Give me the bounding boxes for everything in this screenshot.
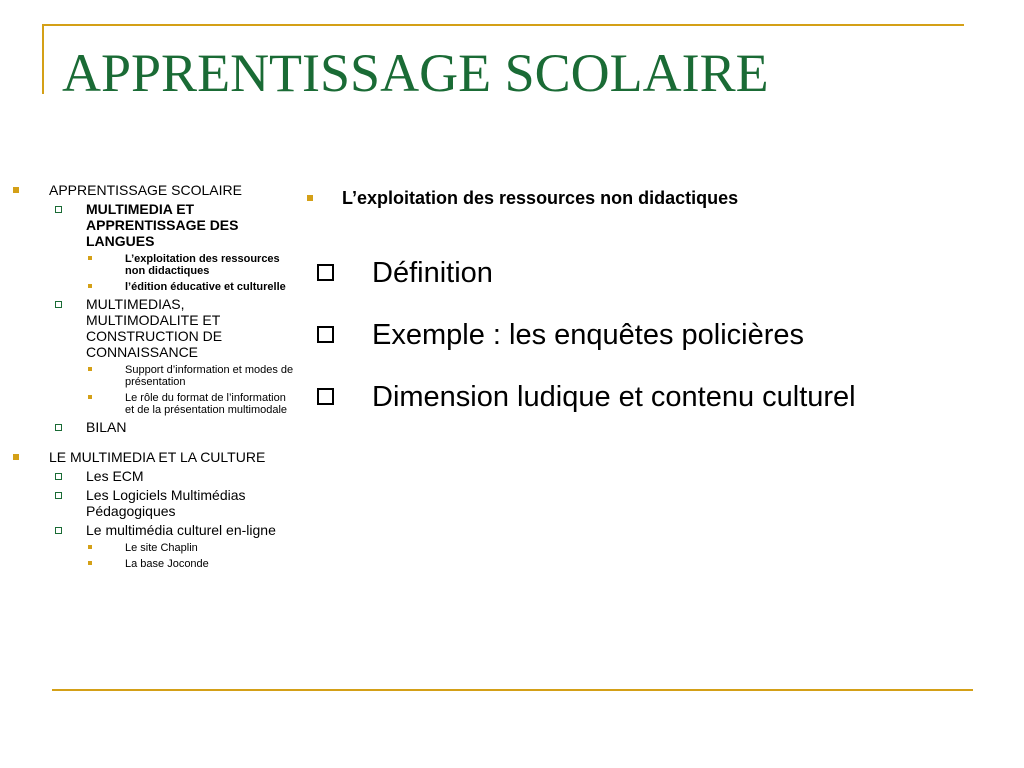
outline-subitem-multimedia-langues[interactable]	[49, 201, 295, 293]
outline-item-label: LE MULTIMEDIA ET LA CULTURE	[49, 449, 266, 465]
checkbox-bullet-icon	[55, 301, 62, 308]
frame-left-line	[42, 24, 44, 94]
outline-subitem-label: Les ECM	[86, 468, 144, 484]
checkbox-bullet-icon	[55, 527, 62, 534]
bullet-square-icon	[88, 367, 92, 371]
outline-subsubitem-label: Le rôle du format de l’information et de la présentation multimodale	[125, 392, 288, 416]
outline-subsubitem-label: l’édition éducative et culturelle	[125, 281, 286, 293]
frame-top-line	[43, 24, 964, 26]
main-point-text: Exemple : les enquêtes policières	[372, 319, 805, 351]
bullet-square-icon	[13, 187, 19, 193]
checkbox-bullet-icon	[55, 206, 62, 213]
outline-subitem-bilan[interactable]	[49, 419, 295, 435]
main-point-text: Dimension ludique et contenu culturel	[372, 381, 856, 413]
checkbox-square-icon	[317, 264, 334, 281]
outline-subsubitem-support[interactable]	[86, 364, 295, 388]
outline-subsubitem-joconde[interactable]	[86, 558, 295, 570]
outline-item-apprentissage-scolaire[interactable]	[10, 182, 295, 435]
bullet-square-icon	[88, 395, 92, 399]
outline-item-label: APPRENTISSAGE SCOLAIRE	[49, 182, 242, 198]
checkbox-bullet-icon	[55, 492, 62, 499]
outline-subsubitem-exploitation[interactable]	[86, 253, 295, 277]
outline-subitem-label: Les Logiciels Multimédias Pédagogiques	[86, 487, 246, 519]
outline-subitem-ecm[interactable]	[49, 468, 295, 484]
outline-subsubitem-label: L’exploitation des ressources non didactiques	[125, 253, 280, 277]
main-heading-text: L’exploitation des ressources non didactiques	[342, 188, 739, 208]
main-points-list	[315, 254, 1005, 440]
main-heading	[305, 186, 1024, 210]
checkbox-square-icon	[317, 388, 334, 405]
outline-subitem-multimodalite[interactable]	[49, 296, 295, 416]
main-point-text: Définition	[372, 257, 493, 289]
bullet-square-icon	[88, 561, 92, 565]
outline-item-multimedia-culture[interactable]	[10, 449, 295, 570]
bullet-square-icon	[307, 195, 313, 201]
outline-subitem-logiciels[interactable]	[49, 487, 295, 519]
slide-title: APPRENTISSAGE SCOLAIRE	[62, 43, 769, 103]
bullet-square-icon	[88, 256, 92, 260]
outline-subsubitem-label: Le site Chaplin	[125, 542, 198, 554]
bullet-square-icon	[88, 545, 92, 549]
outline-subsubitem-label: La base Joconde	[125, 558, 209, 570]
outline-subitem-label: Le multimédia culturel en-ligne	[86, 522, 276, 538]
outline-subsubitem-role-format[interactable]	[86, 392, 295, 416]
outline-subitem-label: BILAN	[86, 419, 127, 435]
outline-subsubitem-chaplin[interactable]	[86, 542, 295, 554]
checkbox-square-icon	[317, 326, 334, 343]
checkbox-bullet-icon	[55, 424, 62, 431]
frame-bottom-line	[52, 689, 973, 691]
outline-subitem-culturel-en-ligne[interactable]	[49, 522, 295, 570]
bullet-square-icon	[88, 284, 92, 288]
main-point-dimension	[315, 378, 1005, 416]
outline-subitem-label: MULTIMEDIA ET APPRENTISSAGE DES LANGUES	[86, 201, 239, 249]
checkbox-bullet-icon	[55, 473, 62, 480]
main-point-exemple	[315, 316, 1005, 354]
bullet-square-icon	[13, 454, 19, 460]
outline-subitem-label: MULTIMEDIAS, MULTIMODALITE ET CONSTRUCTION DE CONNAISSANCE	[86, 296, 223, 360]
outline-subsubitem-label: Support d’information et modes de présentation	[125, 364, 294, 388]
outline-subsubitem-edition[interactable]	[86, 281, 295, 293]
outline-sidebar	[10, 182, 295, 572]
main-point-definition	[315, 254, 1005, 292]
